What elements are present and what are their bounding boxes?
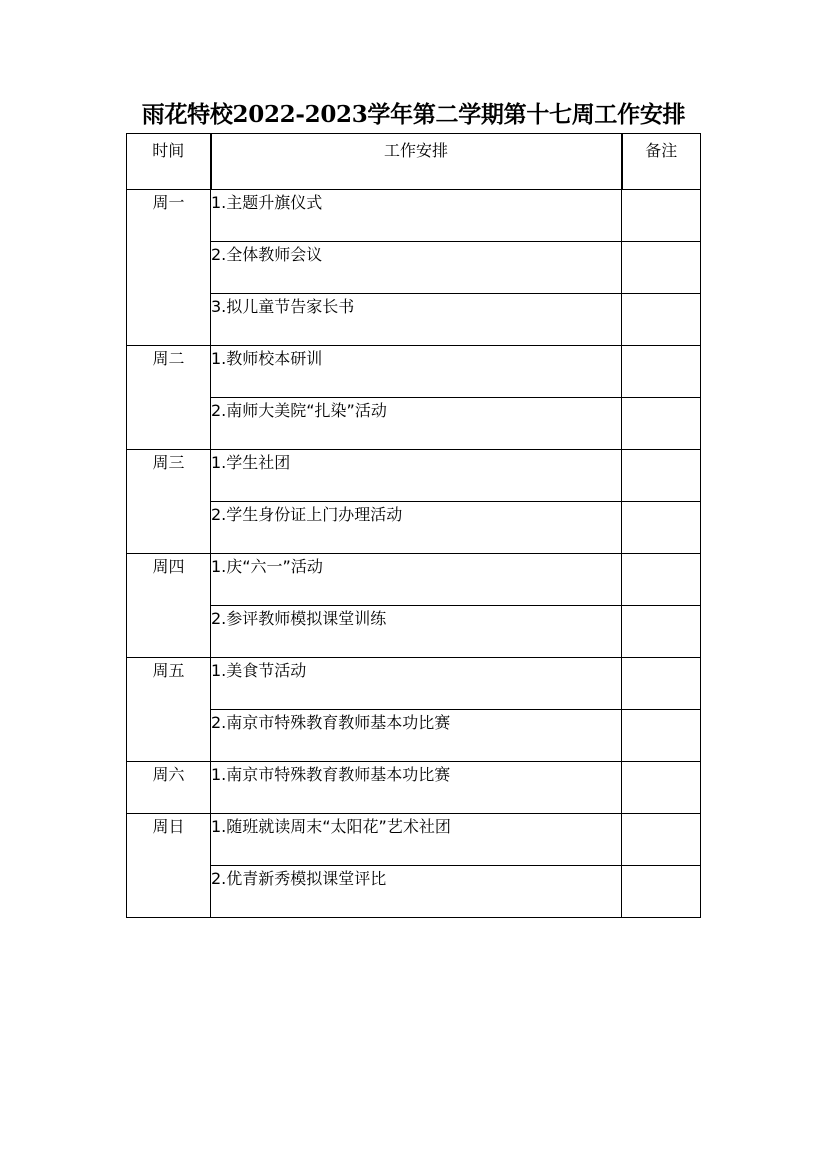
note-cell: [622, 242, 701, 294]
note-cell: [622, 762, 701, 814]
table-row: [127, 554, 701, 606]
table-row: [127, 502, 701, 554]
day-cell: 周五: [127, 658, 211, 762]
task-cell: 2.全体教师会议: [211, 242, 622, 294]
task-cell: 2.参评教师模拟课堂训练: [211, 606, 622, 658]
task-cell: 1.南京市特殊教育教师基本功比赛: [211, 762, 622, 814]
task-cell: 2.优青新秀模拟课堂评比: [211, 866, 622, 918]
day-cell: 周二: [127, 346, 211, 450]
task-cell: 2.学生身份证上门办理活动: [211, 502, 622, 554]
task-cell: 2.南京市特殊教育教师基本功比赛: [211, 710, 622, 762]
table-row: [127, 814, 701, 866]
table-row: [127, 606, 701, 658]
task-cell: 1.主题升旗仪式: [211, 190, 622, 242]
note-cell: [622, 294, 701, 346]
header-notes: 备注: [622, 134, 701, 190]
table-header-row: [127, 134, 701, 190]
day-cell: 周一: [127, 190, 211, 346]
table-row: [127, 346, 701, 398]
table-row: [127, 658, 701, 710]
table-row: [127, 710, 701, 762]
table-row: [127, 398, 701, 450]
table-row: [127, 190, 701, 242]
note-cell: [622, 190, 701, 242]
header-tasks: 工作安排: [211, 134, 622, 190]
note-cell: [622, 554, 701, 606]
task-cell: 1.随班就读周末“太阳花”艺术社团: [211, 814, 622, 866]
note-cell: [622, 346, 701, 398]
day-cell: 周六: [127, 762, 211, 814]
day-cell: 周三: [127, 450, 211, 554]
task-cell: 3.拟儿童节告家长书: [211, 294, 622, 346]
table-row: [127, 450, 701, 502]
schedule-table: [126, 133, 701, 918]
day-cell: 周四: [127, 554, 211, 658]
task-cell: 1.学生社团: [211, 450, 622, 502]
task-cell: 2.南师大美院“扎染”活动: [211, 398, 622, 450]
table-row: [127, 762, 701, 814]
table-row: [127, 866, 701, 918]
note-cell: [622, 814, 701, 866]
note-cell: [622, 658, 701, 710]
document-title: 雨花特校2022-2023学年第二学期第十七周工作安排: [141, 101, 686, 128]
note-cell: [622, 710, 701, 762]
header-time: 时间: [127, 134, 211, 190]
note-cell: [622, 606, 701, 658]
note-cell: [622, 398, 701, 450]
task-cell: 1.教师校本研训: [211, 346, 622, 398]
note-cell: [622, 866, 701, 918]
table-row: [127, 294, 701, 346]
table-row: [127, 242, 701, 294]
task-cell: 1.庆“六一”活动: [211, 554, 622, 606]
day-cell: 周日: [127, 814, 211, 918]
task-cell: 1.美食节活动: [211, 658, 622, 710]
note-cell: [622, 450, 701, 502]
note-cell: [622, 502, 701, 554]
